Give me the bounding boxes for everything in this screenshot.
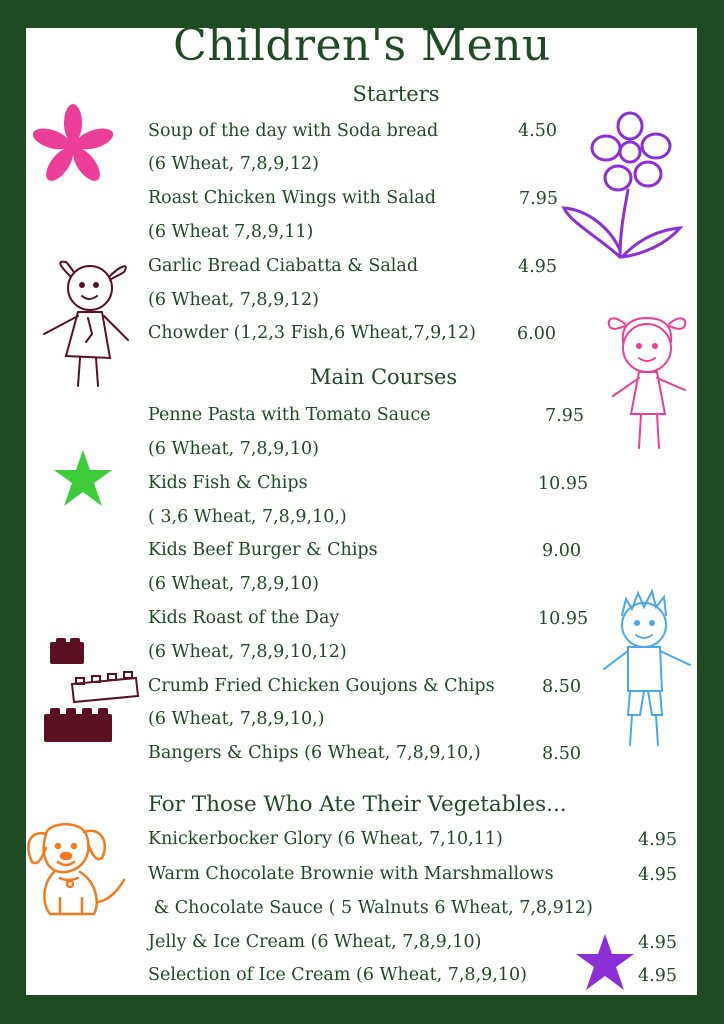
menu-item-allergens: (6 Wheat, 7,8,9,10,12) xyxy=(148,642,347,662)
purple-flower-icon xyxy=(558,112,688,262)
starters-heading: Starters xyxy=(352,82,440,106)
menu-item-allergens: (6 Wheat, 7,8,9,10,) xyxy=(148,709,325,729)
menu-item-allergens: (6 Wheat, 7,8,9,12) xyxy=(148,290,319,310)
boy-doodle-icon xyxy=(600,585,696,755)
dog-doodle-icon xyxy=(20,814,128,920)
menu-item-name: Bangers & Chips (6 Wheat, 7,8,9,10,) xyxy=(148,743,481,763)
desserts-heading: For Those Who Ate Their Vegetables... xyxy=(148,792,567,817)
menu-item-name: Knickerbocker Glory (6 Wheat, 7,10,11) xyxy=(148,829,503,849)
menu-item-name: Selection of Ice Cream (6 Wheat, 7,8,9,10) xyxy=(148,965,527,985)
menu-item-name: Chowder (1,2,3 Fish,6 Wheat,7,9,12) xyxy=(148,323,476,343)
menu-item-name: Garlic Bread Ciabatta & Salad xyxy=(148,256,419,276)
menu-item-price: 4.95 xyxy=(638,933,677,953)
menu-title: Children's Menu xyxy=(173,20,551,71)
menu-item-price: 4.95 xyxy=(518,257,557,277)
menu-item-name: Jelly & Ice Cream (6 Wheat, 7,8,9,10) xyxy=(148,932,482,952)
menu-item-allergens: (6 Wheat, 7,8,9,10) xyxy=(148,439,319,459)
girl-doodle-icon xyxy=(603,304,691,454)
menu-item-price: 7.95 xyxy=(519,189,558,209)
menu-item-name: Kids Fish & Chips xyxy=(148,473,308,493)
menu-item-price: 10.95 xyxy=(538,474,589,494)
menu-item-price: 6.00 xyxy=(517,324,556,344)
green-star-icon xyxy=(52,448,114,510)
menu-item-name: Soup of the day with Soda bread xyxy=(148,121,439,141)
mains-heading: Main Courses xyxy=(310,365,458,389)
menu-item-name: Roast Chicken Wings with Salad xyxy=(148,188,436,208)
menu-item-price: 4.50 xyxy=(518,121,557,141)
menu-item-name: Kids Beef Burger & Chips xyxy=(148,540,378,560)
menu-item-price: 8.50 xyxy=(542,677,581,697)
menu-item-price: 4.95 xyxy=(638,865,677,885)
menu-item-price: 8.50 xyxy=(542,744,581,764)
lego-bricks-icon xyxy=(42,632,142,744)
purple-star-icon xyxy=(574,932,636,992)
menu-item-price: 7.95 xyxy=(545,406,584,426)
menu-item-allergens: (6 Wheat, 7,8,9,12) xyxy=(148,154,319,174)
menu-item-price: 4.95 xyxy=(638,966,677,986)
pink-flower-icon xyxy=(32,104,114,188)
menu-item-allergens: ( 3,6 Wheat, 7,8,9,10,) xyxy=(148,507,347,527)
menu-item-price: 4.95 xyxy=(638,830,677,850)
menu-item-price: 10.95 xyxy=(538,609,589,629)
menu-item-continuation: & Chocolate Sauce ( 5 Walnuts 6 Wheat, 7,8,912) xyxy=(148,898,593,918)
menu-item-name: Kids Roast of the Day xyxy=(148,608,340,628)
menu-item-price: 9.00 xyxy=(542,541,581,561)
menu-item-name: Crumb Fried Chicken Goujons & Chips xyxy=(148,676,495,696)
menu-item-allergens: (6 Wheat 7,8,9,11) xyxy=(148,222,314,242)
menu-item-name: Penne Pasta with Tomato Sauce xyxy=(148,405,431,425)
child-doodle-icon xyxy=(40,256,132,390)
menu-item-name: Warm Chocolate Brownie with Marshmallows xyxy=(148,864,554,884)
menu-item-allergens: (6 Wheat, 7,8,9,10) xyxy=(148,574,319,594)
